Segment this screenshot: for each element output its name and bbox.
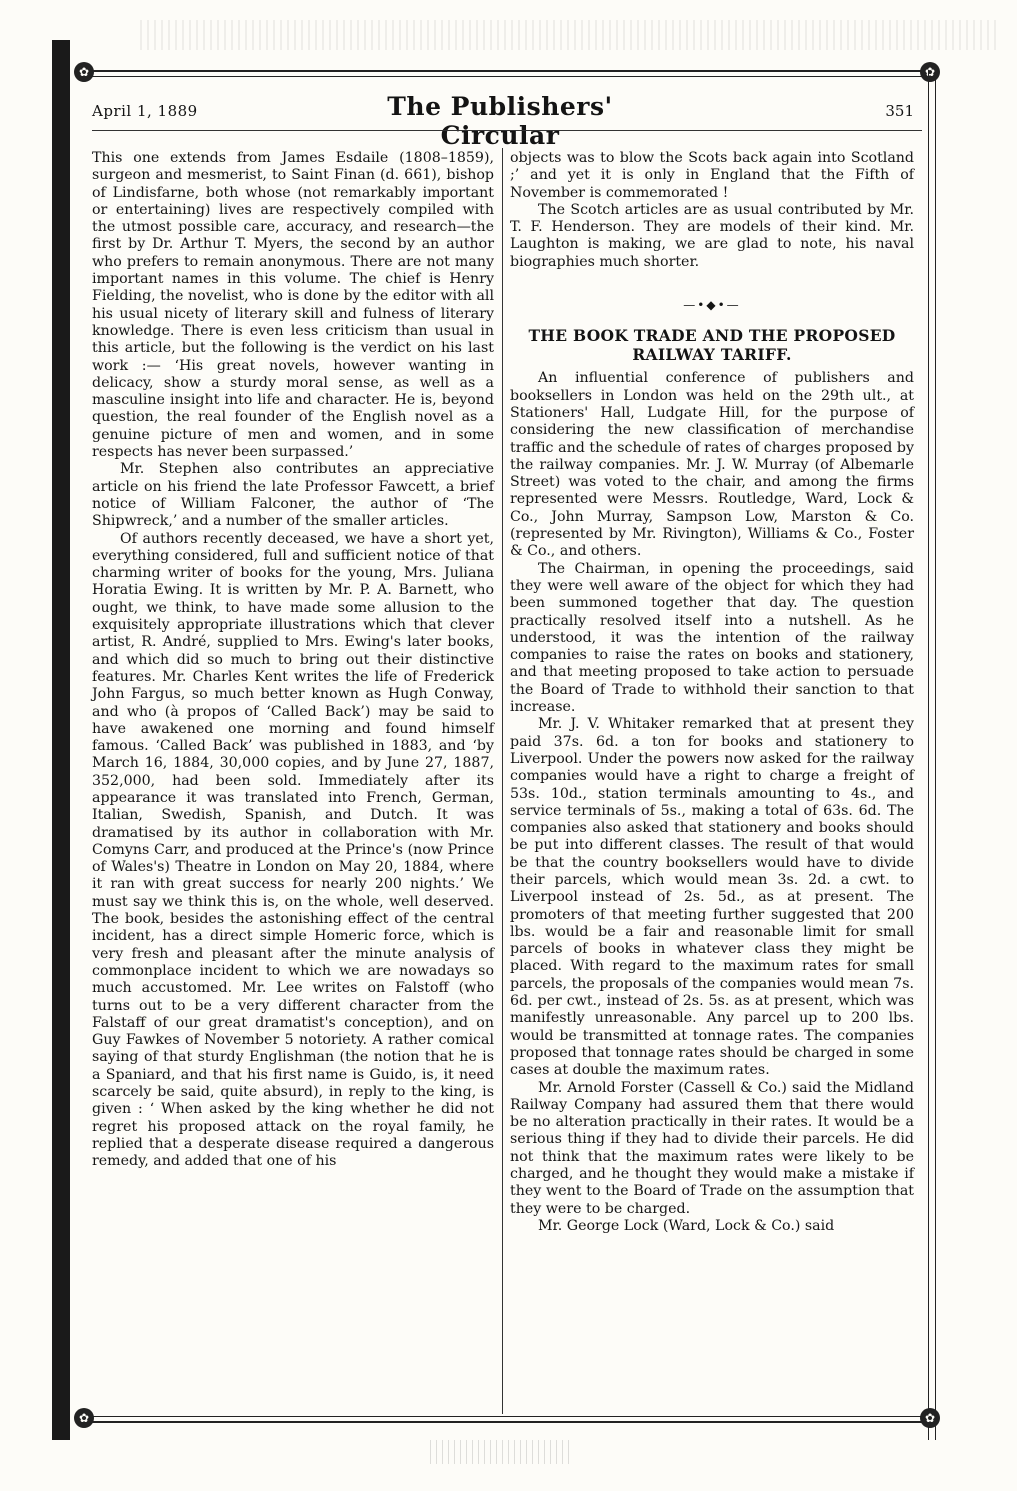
left-column xyxy=(92,150,494,1171)
scan-smudge-top xyxy=(140,20,1000,50)
body-paragraph: The Chairman, in opening the proceedings, said they were well aware of the object for which they had been summoned together that day. The question practically resolved itself into a nutshell. As he understood, it was the intention of the railway companies to raise the rates on books and stationery, and that meeting proposed to take action to persuade the Board of Trade to withhold their sanction to that increase. xyxy=(510,560,914,716)
section-divider-ornament: —•◆•— xyxy=(683,298,741,313)
corner-ornament-icon: ✿ xyxy=(74,1408,94,1428)
running-header xyxy=(92,92,942,150)
page-border-right xyxy=(928,70,936,1440)
page-number: 351 xyxy=(885,102,914,120)
body-paragraph: This one extends from James Esdaile (1808–1859), surgeon and mesmerist, to Saint Finan (d. 661), bishop of Lindisfarne, both whose (not remarkably important or entertaining) lives are respectively compiled with the utmost possible care, accuracy, and research—the first by Dr. Arthur T. Myers, the second by an author who prefers to remain anonymous. There are not many important names in this volume. The chief is Henry Fielding, the novelist, who is done by the editor with all his usual nicety of literary skill and fulness of literary knowledge. There is even less criticism than usual in this article, but the following is the verdict on his last work :— ‘His great novels, however wanting in delicacy, show a sturdy moral sense, as well as a masculine insight into life and character. He is, beyond question, the real founder of the English novel as a genuine picture of men and women, and in some respects has never been surpassed.’ xyxy=(92,150,494,461)
corner-ornament-icon: ✿ xyxy=(920,62,940,82)
header-rule xyxy=(92,130,922,131)
corner-ornament-icon: ✿ xyxy=(74,62,94,82)
scan-smudge-bottom xyxy=(430,1440,570,1464)
section-heading: THE BOOK TRADE AND THE PROPOSED RAILWAY TARIFF. xyxy=(528,326,896,365)
corner-ornament-icon: ✿ xyxy=(920,1408,940,1428)
header-double-rule xyxy=(84,70,930,77)
body-paragraph: An influential conference of publishers and booksellers in London was held on the 29th ult., at Stationers' Hall, Ludgate Hill, for the purpose of considering the new classification of merchandise traffic and the schedule of rates of charges proposed by the railway companies. Mr. J. W. Murray (of Albemarle Street) was voted to the chair, and among the firms represented were Messrs. Routledge, Ward, Lock & Co., John Murray, Sampson Low, Marston & Co. (represented by Mr. Rivington), Williams & Co., Foster & Co., and others. xyxy=(510,370,914,560)
body-paragraph: Mr. Stephen also contributes an appreciative article on his friend the late Professor Fawcett, a brief notice of William Falconer, the author of ‘The Shipwreck,’ and a number of the smaller articles. xyxy=(92,461,494,530)
body-paragraph: Mr. J. V. Whitaker remarked that at present they paid 37s. 6d. a ton for books and stationery to Liverpool. Under the powers now asked for the railway companies would have a right to charge a freight of 53s. 10d., station terminals amounting to 4s., and service terminals of 5s., making a total of 63s. 6d. The companies also asked that stationery and books should be put into different classes. The result of that would be that the country booksellers would have to divide their parcels, which would mean 3s. 2d. a cwt. to Liverpool instead of 2s. 5d., as at present. The promoters of that meeting further suggested that 200 lbs. would be a fair and reasonable limit for small parcels of books in whatever class they might be placed. With regard to the maximum rates for small parcels, the proposals of the companies would mean 7s. 6d. per cwt., instead of 2s. 5s. as at present, which was manifestly unreasonable. Any parcel up to 200 lbs. would be transmitted at tonnage rates. The companies proposed that tonnage rates should be charged in some cases at double the maximum rates. xyxy=(510,716,914,1079)
body-paragraph: Mr. Arnold Forster (Cassell & Co.) said the Midland Railway Company had assured them that there would be no alteration practically in their rates. It would be a serious thing if they had to divide their parcels. He did not think that the maximum rates were likely to be charged, and he thought they would make a mistake if they went to the Board of Trade on the assumption that they were to be charged. xyxy=(510,1079,914,1217)
body-paragraph: Of authors recently deceased, we have a short yet, everything considered, full and sufficient notice of that charming writer of books for the young, Mrs. Juliana Horatia Ewing. It is written by Mr. P. A. Barnett, who ought, we think, to have made some allusion to the exquisitely appropriate illustrations which that clever artist, R. André, supplied to Mrs. Ewing's later books, and which did so much to bring out their distinctive features. Mr. Charles Kent writes the life of Frederick John Fargus, so much better known as Hugh Conway, and who (à propos of ‘Called Back’) may be said to have awakened one morning and found himself famous. ‘Called Back’ was published in 1883, and ‘by March 16, 1884, 30,000 copies, and by June 27, 1887, 352,000, had been sold. Immediately after its appearance it was translated into French, German, Italian, Swedish, Spanish, and Dutch. It was dramatised by its author in collaboration with Mr. Comyns Carr, and produced at the Prince's (now Prince of Wales's) Theatre in London on May 20, 1884, where it ran with great success for nearly 200 nights.’ We must say we think this is, on the whole, well deserved. The book, besides the astonishing effect of the central incident, has a direct simple Homeric force, which is very fresh and pleasant after the minute analysis of commonplace incident to which we are nowadays so much accustomed. Mr. Lee writes on Falstoff (who turns out to be a very different character from the Falstaff of our great dramatist's conception), and on Guy Fawkes of November 5 notoriety. A rather comical saying of that sturdy Englishman (the notion that he is a Spaniard, and that his first name is Guido, is, it need scarcely be said, quite absurd), in reply to the king, is given : ‘ When asked by the king whether he did not regret his proposed attack on the royal family, he replied that a desperate disease required a dangerous remedy, and added that one of his xyxy=(92,530,494,1170)
footer-double-rule xyxy=(84,1416,930,1423)
body-paragraph: The Scotch articles are as usual contributed by Mr. T. F. Henderson. They are models of their kind. Mr. Laughton is making, we are glad to note, his naval biographies much shorter. xyxy=(510,201,914,270)
issue-date: April 1, 1889 xyxy=(92,102,198,120)
body-paragraph: Mr. George Lock (Ward, Lock & Co.) said xyxy=(538,1217,835,1234)
body-paragraph: objects was to blow the Scots back again into Scotland ;’ and yet it is only in England that the Fifth of November is commemorated ! xyxy=(510,150,914,201)
right-column xyxy=(510,150,914,1235)
column-divider xyxy=(502,148,503,1414)
book-spine-shadow xyxy=(52,40,70,1440)
publication-title: The Publishers' Circular xyxy=(387,92,613,150)
